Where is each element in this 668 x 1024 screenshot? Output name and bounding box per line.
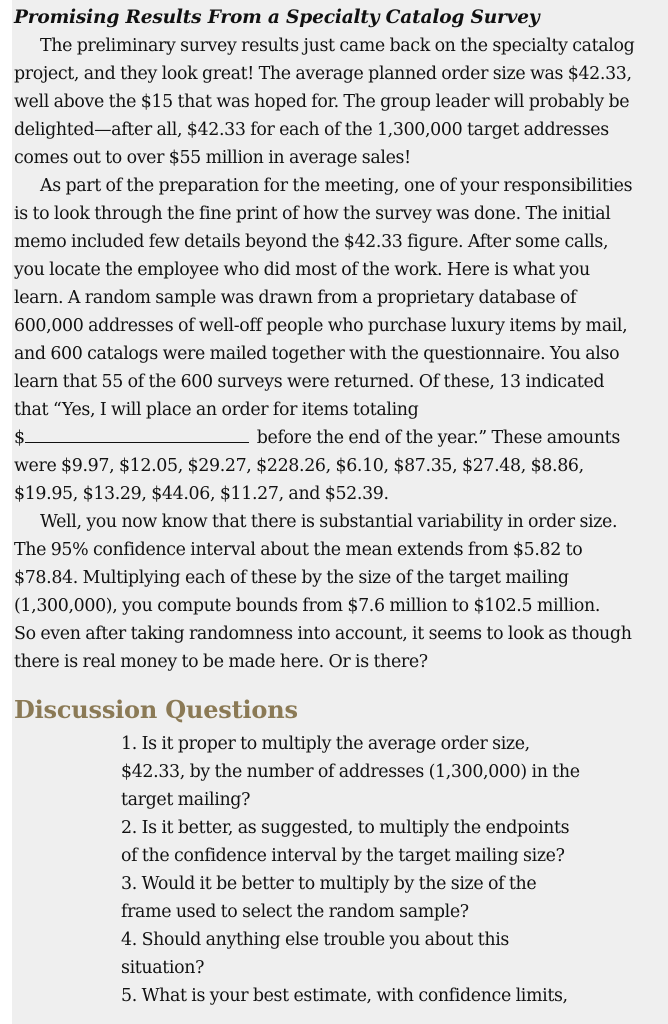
question-line: situation? <box>121 958 205 978</box>
text-line: $78.84. Multiplying each of these by the size of the target mailing <box>14 568 569 588</box>
text-line: project, and they look great! The average planned order size was $42.33, <box>14 64 632 84</box>
text-line: and 600 catalogs were mailed together with the questionnaire. You also <box>14 344 620 364</box>
question-line: 5. What is your best estimate, with confidence limits, <box>121 986 568 1006</box>
discussion-question-1 <box>121 730 668 814</box>
text-line: The preliminary survey results just came back on the specialty catalog <box>40 36 635 56</box>
text-line: $19.95, $13.29, $44.06, $11.27, and $52.39. <box>14 484 389 504</box>
question-line: 1. Is it proper to multiply the average order size, <box>121 734 530 754</box>
text-line: comes out to over $55 million in average sales! <box>14 148 411 168</box>
question-line: 3. Would it be better to multiply by the size of the <box>121 874 537 894</box>
text-line: is to look through the fine print of how the survey was done. The initial <box>14 204 611 224</box>
text-line: 600,000 addresses of well-off people who purchase luxury items by mail, <box>14 316 628 336</box>
text-line: Well, you now know that there is substantial variability in order size. <box>40 512 618 532</box>
question-line: of the confidence interval by the target mailing size? <box>121 846 565 866</box>
case-page <box>12 0 668 1024</box>
text-line: memo included few details beyond the $42.33 figure. After some calls, <box>14 232 609 252</box>
text-line: you locate the employee who did most of the work. Here is what you <box>14 260 590 280</box>
discussion-question-list <box>14 730 668 1010</box>
question-line: frame used to select the random sample? <box>121 902 469 922</box>
order-amount-blank <box>25 425 249 443</box>
text-line: well above the $15 that was hoped for. The group leader will probably be <box>14 92 630 112</box>
question-line: target mailing? <box>121 790 251 810</box>
case-paragraph-2 <box>14 172 668 508</box>
discussion-question-4 <box>121 926 668 982</box>
question-line: 2. Is it better, as suggested, to multiply the endpoints <box>121 818 570 838</box>
text-line: were $9.97, $12.05, $29.27, $228.26, $6.10, $87.35, $27.48, $8.86, <box>14 456 584 476</box>
text-line: there is real money to be made here. Or is there? <box>14 652 428 672</box>
text-line: So even after taking randomness into account, it seems to look as though <box>14 624 632 644</box>
discussion-question-3 <box>121 870 668 926</box>
blank-line <box>14 424 668 452</box>
text-line: learn. A random sample was drawn from a proprietary database of <box>14 288 577 308</box>
case-title: Promising Results From a Specialty Catalog Survey <box>14 7 540 28</box>
text-line: that “Yes, I will place an order for items totaling <box>14 400 419 420</box>
text-line: (1,300,000), you compute bounds from $7.6 million to $102.5 million. <box>14 596 601 616</box>
case-paragraph-3 <box>14 508 668 676</box>
blank-suffix-text: before the end of the year.” These amounts <box>256 428 620 448</box>
question-line: 4. Should anything else trouble you about this <box>121 930 510 950</box>
text-line: learn that 55 of the 600 surveys were returned. Of these, 13 indicated <box>14 372 605 392</box>
discussion-question-2 <box>121 814 668 870</box>
text-line: delighted—after all, $42.33 for each of the 1,300,000 target addresses <box>14 120 609 140</box>
dollar-sign: $ <box>14 428 25 448</box>
discussion-question-5 <box>121 982 668 1010</box>
discussion-heading: Discussion Questions <box>14 695 298 724</box>
text-line: As part of the preparation for the meeting, one of your responsibilities <box>40 176 633 196</box>
question-line: $42.33, by the number of addresses (1,300,000) in the <box>121 762 580 782</box>
case-paragraph-1 <box>14 32 668 172</box>
text-line: The 95% confidence interval about the mean extends from $5.82 to <box>14 540 583 560</box>
